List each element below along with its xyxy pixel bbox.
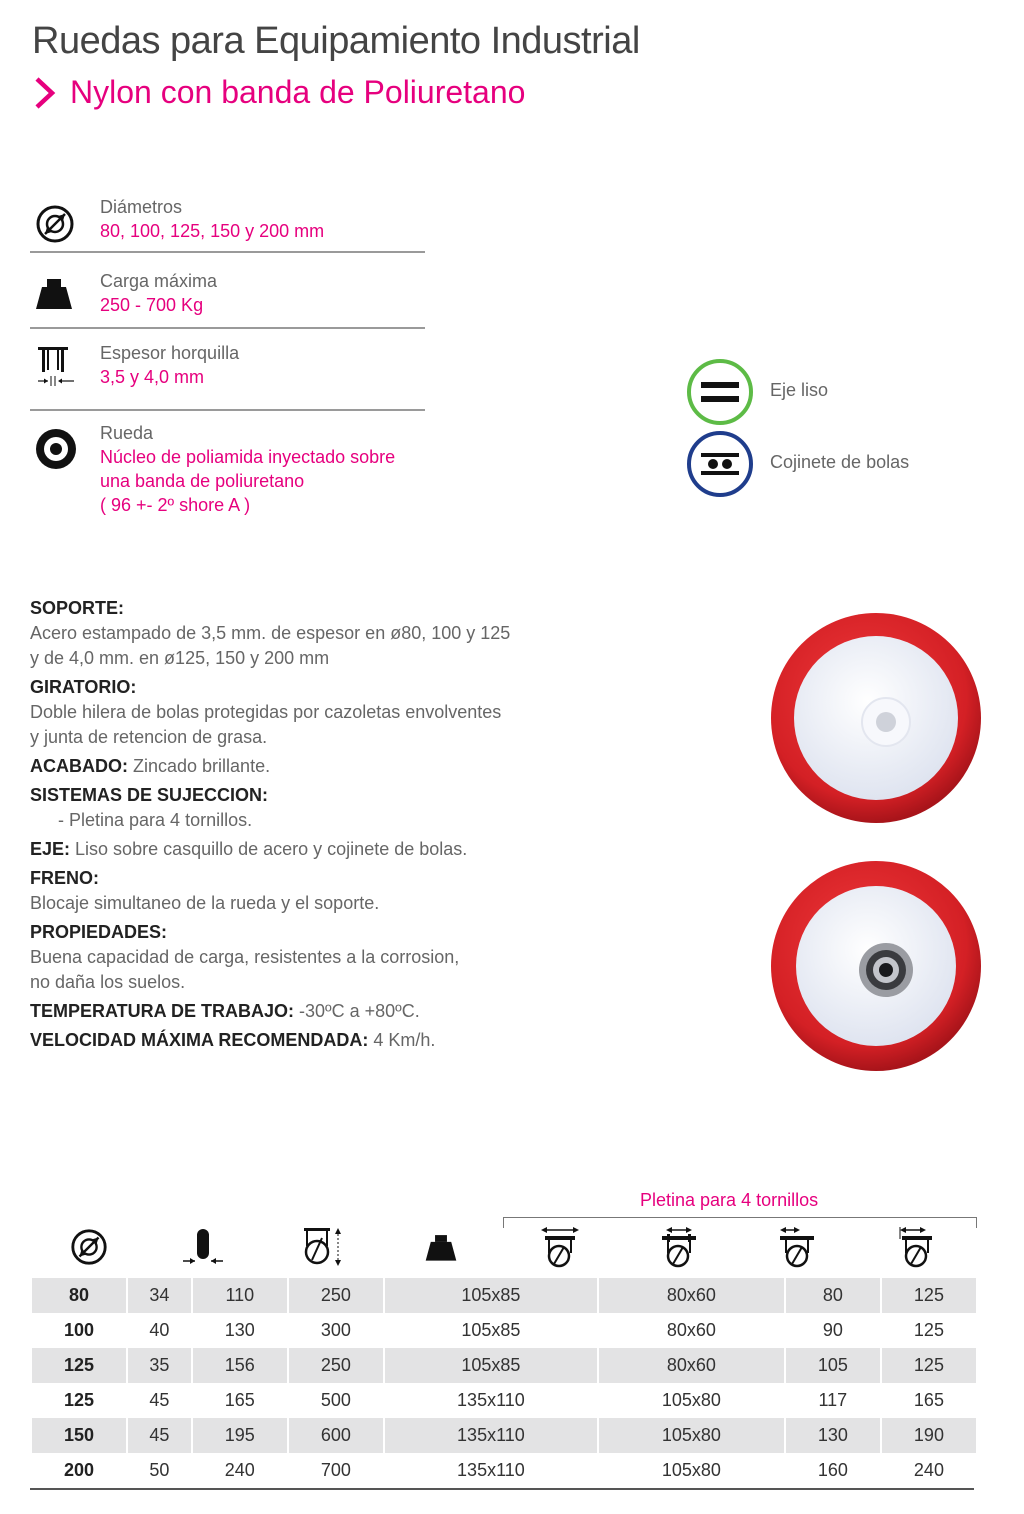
heading: VELOCIDAD MÁXIMA RECOMENDADA: xyxy=(30,1030,369,1050)
table-cell: 110 xyxy=(193,1278,287,1313)
table-cell: 125 xyxy=(32,1348,126,1383)
spec-diameter xyxy=(30,195,425,245)
table-cell: 240 xyxy=(913,1460,944,1480)
wheel-plain-axle-image xyxy=(768,610,984,826)
text: y junta de retencion de grasa. xyxy=(30,727,268,747)
wheel-width-icon xyxy=(181,1227,225,1267)
table-cell: 105x85 xyxy=(385,1278,597,1313)
spec-value: 80, 100, 125, 150 y 200 mm xyxy=(100,221,325,241)
table-cell: 105x85 xyxy=(385,1348,597,1383)
heading: FRENO: xyxy=(30,868,99,888)
text: Liso sobre casquillo de acero y cojinete de bolas. xyxy=(70,839,468,859)
page-subtitle xyxy=(32,74,525,111)
subtitle-text: Nylon con banda de Poliuretano xyxy=(70,74,526,110)
text: Buena capacidad de carga, resistentes a la corrosion, xyxy=(30,947,460,967)
text: Blocaje simultaneo de la rueda y el soporte. xyxy=(30,893,380,913)
spec-list xyxy=(30,195,425,517)
table-row xyxy=(32,1278,976,1313)
text: no daña los suelos. xyxy=(30,972,186,992)
table-cell: 34 xyxy=(128,1278,191,1313)
table-row xyxy=(32,1453,976,1488)
table-cell: 130 xyxy=(786,1418,880,1453)
table-cell: 600 xyxy=(289,1418,383,1453)
header-cell xyxy=(382,1224,500,1270)
page-title: Ruedas para Equipamiento Industrial xyxy=(32,20,640,62)
header-cell xyxy=(739,1224,857,1270)
wheel-icon xyxy=(34,427,78,471)
spec-value-line: una banda de poliuretano xyxy=(100,471,305,491)
table-cell: 250 xyxy=(289,1278,383,1313)
table-cell: 125 xyxy=(64,1390,95,1410)
desc-velocidad xyxy=(30,1028,590,1053)
table-cell: 240 xyxy=(224,1460,255,1480)
table-cell: 105x80 xyxy=(599,1418,784,1453)
weight-icon xyxy=(424,1230,458,1264)
ball-bearing-icon xyxy=(686,430,754,498)
table-cell: 80x60 xyxy=(599,1278,784,1313)
table-cell: 40 xyxy=(149,1320,170,1340)
weight-icon xyxy=(34,273,74,313)
diameter-icon xyxy=(34,203,76,245)
spec-label: Diámetros xyxy=(100,197,183,217)
plain-axle-icon xyxy=(686,358,754,426)
table-row xyxy=(32,1313,976,1348)
table-cell: 135x110 xyxy=(385,1418,597,1453)
table-cell: 190 xyxy=(882,1418,976,1453)
heading: EJE: xyxy=(30,839,71,859)
table-row xyxy=(32,1348,976,1383)
chevron-right-icon xyxy=(32,76,58,110)
text: 4 Km/h. xyxy=(368,1030,436,1050)
table-cell: 135x110 xyxy=(457,1460,525,1480)
table-header-icons xyxy=(30,1224,976,1270)
desc-freno xyxy=(30,866,590,916)
header-cell xyxy=(30,1224,148,1270)
table-cell: 100 xyxy=(64,1320,95,1340)
table-cell: 80x60 xyxy=(666,1320,716,1340)
header-cell xyxy=(858,1224,976,1270)
text: y de 4,0 mm. en ø125, 150 y 200 mm xyxy=(30,648,330,668)
table-cell: 150 xyxy=(32,1418,126,1453)
table-cell: 105x80 xyxy=(661,1460,721,1480)
table-cell: 125 xyxy=(882,1348,976,1383)
table-cell: 117 xyxy=(818,1390,848,1410)
table-cell: 250 xyxy=(289,1348,383,1383)
table-cell: 80 xyxy=(32,1278,126,1313)
spec-max-load xyxy=(30,253,425,327)
text: - Pletina para 4 tornillos. xyxy=(58,810,253,830)
table-cell: 90 xyxy=(822,1320,843,1340)
spec-wheel xyxy=(30,411,425,517)
table-cell: 200 xyxy=(64,1460,95,1480)
table-cell: 165 xyxy=(224,1390,255,1410)
desc-temperatura xyxy=(30,999,590,1024)
table-cell: 300 xyxy=(320,1320,351,1340)
table-caption: Pletina para 4 tornillos xyxy=(640,1190,819,1210)
text: Zincado brillante. xyxy=(128,756,271,776)
table-cell: 165 xyxy=(913,1390,944,1410)
heading: PROPIEDADES: xyxy=(30,922,168,942)
table-cell: 45 xyxy=(128,1418,191,1453)
wheel-ball-bearing-image xyxy=(768,858,984,1074)
heading: TEMPERATURA DE TRABAJO: xyxy=(30,1001,294,1021)
header-cell xyxy=(501,1224,619,1270)
header-cell xyxy=(620,1224,738,1270)
table-cell: 160 xyxy=(817,1460,848,1480)
hole-spacing-icon xyxy=(656,1225,702,1269)
table-cell: 35 xyxy=(128,1348,191,1383)
spec-fork-thickness xyxy=(30,329,425,397)
spec-value-line: ( 96 +- 2º shore A ) xyxy=(100,495,251,515)
legend-label: Cojinete de bolas xyxy=(770,452,910,472)
heading: SISTEMAS DE SUJECCION: xyxy=(30,785,269,805)
table-cell: 50 xyxy=(149,1460,170,1480)
desc-eje xyxy=(30,837,590,862)
desc-soporte xyxy=(30,596,590,671)
table-cell: 135x110 xyxy=(457,1390,525,1410)
table-row xyxy=(32,1418,976,1453)
text: Acero estampado de 3,5 mm. de espesor en ø80, 100 y 125 xyxy=(30,623,511,643)
plate-size-icon xyxy=(537,1225,583,1269)
table-cell: 105 xyxy=(786,1348,880,1383)
table-cell: 125 xyxy=(913,1320,944,1340)
spec-value: 3,5 y 4,0 mm xyxy=(100,367,205,387)
table-cell: 80x60 xyxy=(599,1348,784,1383)
header-cell xyxy=(144,1224,262,1270)
dimensions-table xyxy=(30,1278,978,1488)
table-cell: 130 xyxy=(224,1320,255,1340)
legend-label: Eje liso xyxy=(770,380,829,400)
table-cell: 45 xyxy=(149,1390,170,1410)
header-cell xyxy=(263,1224,381,1270)
description xyxy=(30,596,590,1057)
table-cell: 156 xyxy=(193,1348,287,1383)
height-icon xyxy=(300,1226,344,1268)
diameter-icon xyxy=(69,1227,109,1267)
table-cell: 105x85 xyxy=(461,1320,521,1340)
desc-acabado xyxy=(30,754,590,779)
table-cell: 500 xyxy=(320,1390,351,1410)
table-cell: 195 xyxy=(193,1418,287,1453)
spec-value: 250 - 700 Kg xyxy=(100,295,204,315)
desc-giratorio xyxy=(30,675,590,750)
table-row xyxy=(32,1383,976,1418)
table-cell: 80 xyxy=(786,1278,880,1313)
table-cell: 700 xyxy=(320,1460,351,1480)
text: -30ºC a +80ºC. xyxy=(294,1001,420,1021)
spec-label: Rueda xyxy=(100,423,154,443)
table-cell: 125 xyxy=(882,1278,976,1313)
heading: SOPORTE: xyxy=(30,598,125,618)
desc-propiedades xyxy=(30,920,590,995)
desc-sistemas xyxy=(30,783,590,833)
heading: GIRATORIO: xyxy=(30,677,137,697)
heading: ACABADO: xyxy=(30,756,128,776)
text: Doble hilera de bolas protegidas por cazoletas envolventes xyxy=(30,702,502,722)
table-bottom-rule xyxy=(30,1488,974,1490)
spec-label: Carga máxima xyxy=(100,271,218,291)
spec-value-line: Núcleo de poliamida inyectado sobre xyxy=(100,447,396,467)
fork-thickness-icon xyxy=(34,343,78,389)
spec-label: Espesor horquilla xyxy=(100,343,240,363)
plate-offset-icon xyxy=(776,1225,820,1269)
swivel-radius-icon xyxy=(894,1225,940,1269)
table-cell: 105x80 xyxy=(661,1390,721,1410)
